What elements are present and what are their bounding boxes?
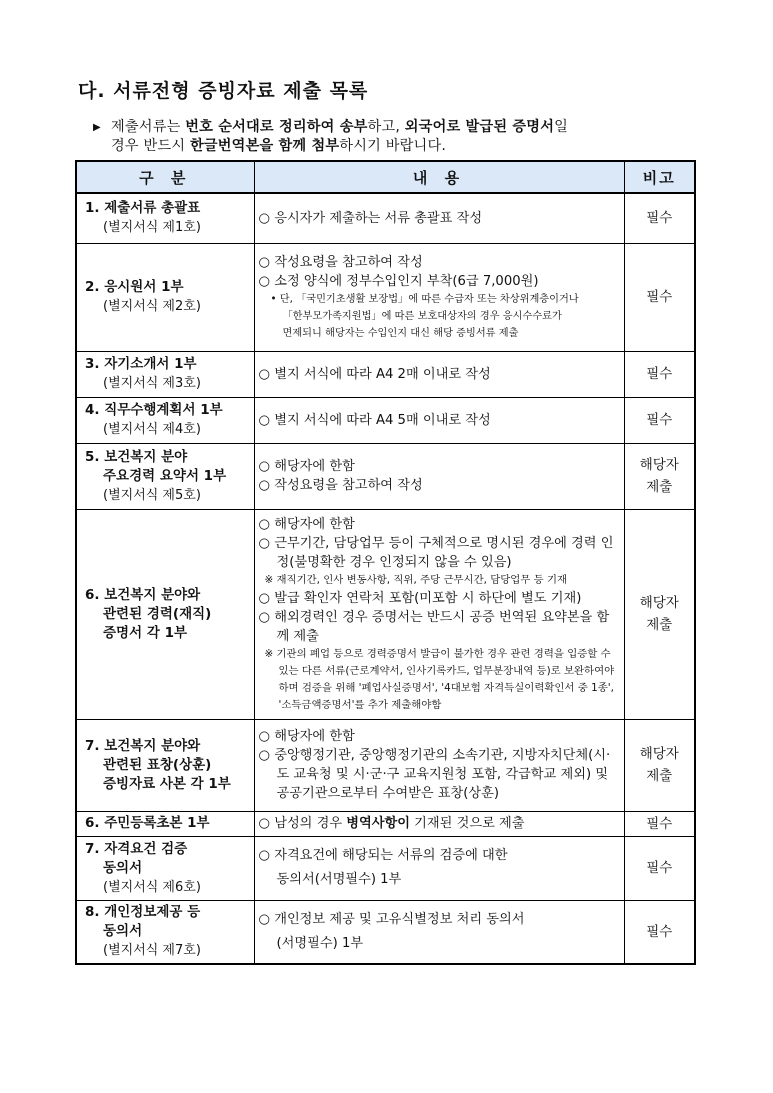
table-row bbox=[76, 719, 695, 811]
row-content: ○ 응시자가 제출하는 서류 총괄표 작성 bbox=[254, 193, 624, 243]
row-category: 7. 자격요건 검증 동의서 (별지서식 제6호) bbox=[76, 836, 254, 900]
intro-line-2: 경우 반드시 한글번역본을 함께 첨부하시기 바랍니다. bbox=[111, 138, 447, 154]
row-content: ○ 작성요령을 참고하여 작성 ○ 소정 양식에 정부수입인지 부착(6급 7,000원) • 단, 「국민기초생활 보장법」에 따른 수급자 또는 차상위계층이거나 「한부모가족지원법」에 따른 보호대상자의 경우 응시수수료가 면제되니 해당자는 수입인지 대신 해당 증빙서류 제출 bbox=[254, 243, 624, 351]
intro-paragraph bbox=[93, 118, 708, 156]
row-remark: 필수 bbox=[624, 243, 695, 351]
row-content: ○ 별지 서식에 따라 A4 2매 이내로 작성 bbox=[254, 351, 624, 397]
row-content: ○ 해당자에 한함 ○ 근무기간, 담당업무 등이 구체적으로 명시된 경우에 경력 인정(불명확한 경우 인정되지 않을 수 있음) ※ 재직기간, 인사 변동사항, 직위, 주당 근무시간, 담당업무 등 기재 ○ 발급 확인자 연락처 포함(미포함 시 하단에 별도 기재) ○ 해외경력인 경우 증명서는 반드시 공증 번역된 요약본을 함께 제출 ※ 기관의 폐업 등으로 경력증명서 발급이 불가한 경우 관련 경력을 입증할 수 있는 다른 서류(근로계약서, 인사기록카드, 업무분장내역 등)로 보완하여야 하며 검증을 위해 '폐업사실증명서', '4대보험 자격득실이력확인서 중 1종', '소득금액증명서'를 추가 제출해야함 bbox=[254, 509, 624, 719]
table-row bbox=[76, 836, 695, 900]
table-row bbox=[76, 443, 695, 509]
row-category: 7. 보건복지 분야와 관련된 표창(상훈) 증빙자료 사본 각 1부 bbox=[76, 719, 254, 811]
row-category: 6. 보건복지 분야와 관련된 경력(재직) 증명서 각 1부 bbox=[76, 509, 254, 719]
row-category: 5. 보건복지 분야 주요경력 요약서 1부 (별지서식 제5호) bbox=[76, 443, 254, 509]
table-row bbox=[76, 351, 695, 397]
row-content: ○ 해당자에 한함 ○ 작성요령을 참고하여 작성 bbox=[254, 443, 624, 509]
row-remark: 필수 bbox=[624, 193, 695, 243]
row-content: ○ 자격요건에 해당되는 서류의 검증에 대한 동의서(서명필수) 1부 bbox=[254, 836, 624, 900]
table-row bbox=[76, 509, 695, 719]
row-category: 2. 응시원서 1부 (별지서식 제2호) bbox=[76, 243, 254, 351]
row-remark: 필수 bbox=[624, 397, 695, 443]
row-remark: 필수 bbox=[624, 900, 695, 964]
table-row bbox=[76, 811, 695, 836]
header-content: 내 용 bbox=[254, 161, 624, 193]
intro-line-1: 제출서류는 번호 순서대로 정리하여 송부하고, 외국어로 발급된 증명서일 bbox=[111, 119, 569, 135]
row-remark: 해당자 제출 bbox=[624, 443, 695, 509]
table-row bbox=[76, 900, 695, 964]
row-content: ○ 남성의 경우 병역사항이 기재된 것으로 제출 bbox=[254, 811, 624, 836]
row-content: ○ 개인정보 제공 및 고유식별정보 처리 동의서 (서명필수) 1부 bbox=[254, 900, 624, 964]
table-row bbox=[76, 243, 695, 351]
documents-table bbox=[75, 160, 696, 965]
section-heading: 다. 서류전형 증빙자료 제출 목록 bbox=[78, 80, 369, 102]
row-remark: 필수 bbox=[624, 351, 695, 397]
row-category: 1. 제출서류 총괄표 (별지서식 제1호) bbox=[76, 193, 254, 243]
row-category: 3. 자기소개서 1부 (별지서식 제3호) bbox=[76, 351, 254, 397]
row-remark: 필수 bbox=[624, 836, 695, 900]
row-category: 6. 주민등록초본 1부 bbox=[76, 811, 254, 836]
row-category: 4. 직무수행계획서 1부 (별지서식 제4호) bbox=[76, 397, 254, 443]
table-row bbox=[76, 193, 695, 243]
row-content: ○ 해당자에 한함 ○ 중앙행정기관, 중앙행정기관의 소속기관, 지방자치단체(시·도 교육청 및 시·군·구 교육지원청 포함, 각급학교 제외) 및 공공기관으로부터 수여받은 표창(상훈) bbox=[254, 719, 624, 811]
table-row bbox=[76, 397, 695, 443]
row-content: ○ 별지 서식에 따라 A4 5매 이내로 작성 bbox=[254, 397, 624, 443]
triangle-bullet-icon: ▶ bbox=[93, 122, 101, 133]
row-category: 8. 개인정보제공 등 동의서 (별지서식 제7호) bbox=[76, 900, 254, 964]
table-header-row bbox=[76, 161, 695, 193]
row-remark: 필수 bbox=[624, 811, 695, 836]
header-category: 구 분 bbox=[76, 161, 254, 193]
header-remark: 비고 bbox=[624, 161, 695, 193]
row-remark: 해당자 제출 bbox=[624, 509, 695, 719]
row-remark: 해당자 제출 bbox=[624, 719, 695, 811]
